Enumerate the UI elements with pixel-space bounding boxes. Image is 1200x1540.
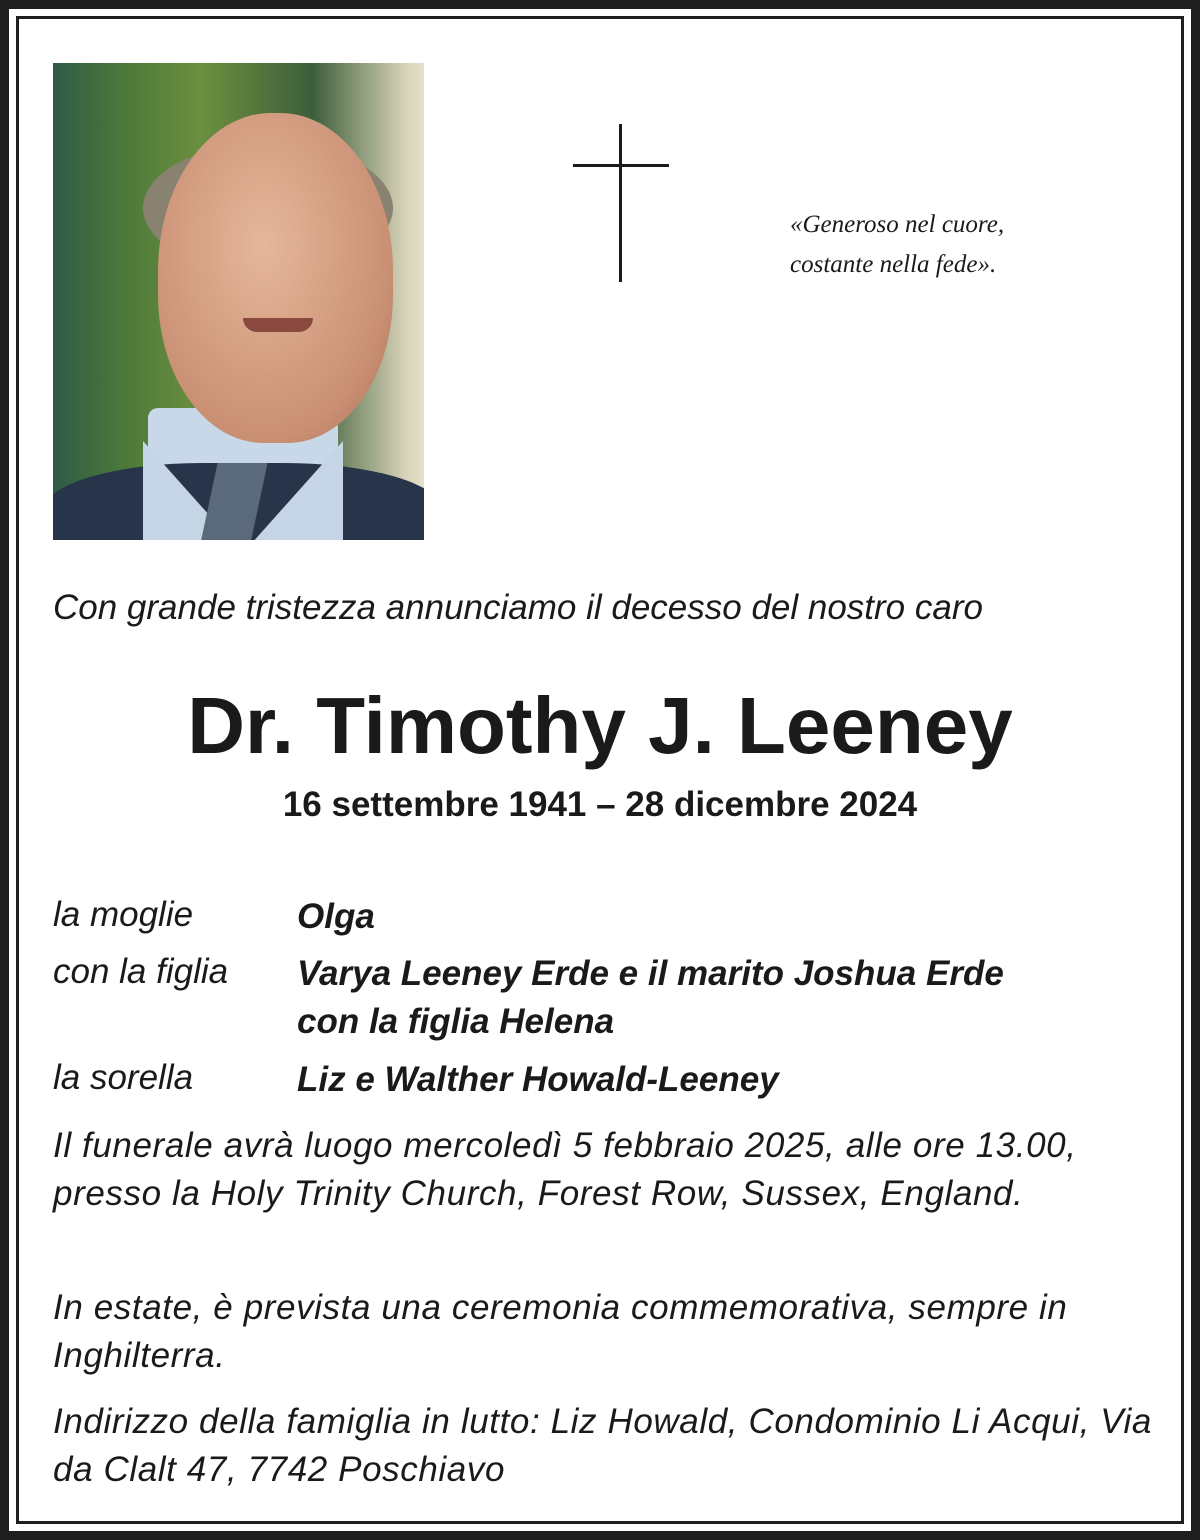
life-dates: 16 settembre 1941 – 28 dicembre 2024 [282,785,918,824]
relative-names: Olga [297,897,375,936]
epitaph-quote [790,205,1004,285]
quote-line: «Generoso nel cuore, [790,211,1005,238]
quote-line: costante nella fede». [790,251,997,278]
cross-icon [619,124,622,282]
cross-icon-bar [573,164,669,167]
memorial-info: In estate, è prevista una ceremonia commemorativa, sempre in Inghilterra. [53,1288,1068,1375]
portrait-photo [53,63,424,540]
intro-text: Con grande tristezza annunciamo il decesso del nostro caro [53,588,983,627]
relative-names: Liz e Walther Howald-Leeney [297,1060,779,1099]
deceased-name: Dr. Timothy J. Leeney [187,681,1013,770]
relation-label: la sorella [53,1058,194,1097]
family-address: Indirizzo della famiglia in lutto: Liz Howald, Condominio Li Acqui, Via da Clalt 47, 7742 Poschiavo [53,1402,1152,1489]
relation-label: con la figlia [53,952,229,991]
relative-names: con la figlia Helena [297,1002,615,1041]
relative-names: Varya Leeney Erde e il marito Joshua Erde [297,954,1004,993]
funeral-info: Il funerale avrà luogo mercoledì 5 febbraio 2025, alle ore 13.00, presso la Holy Trinity Church, Forest Row, Sussex, England. [53,1126,1077,1213]
relation-label: la moglie [53,895,194,934]
